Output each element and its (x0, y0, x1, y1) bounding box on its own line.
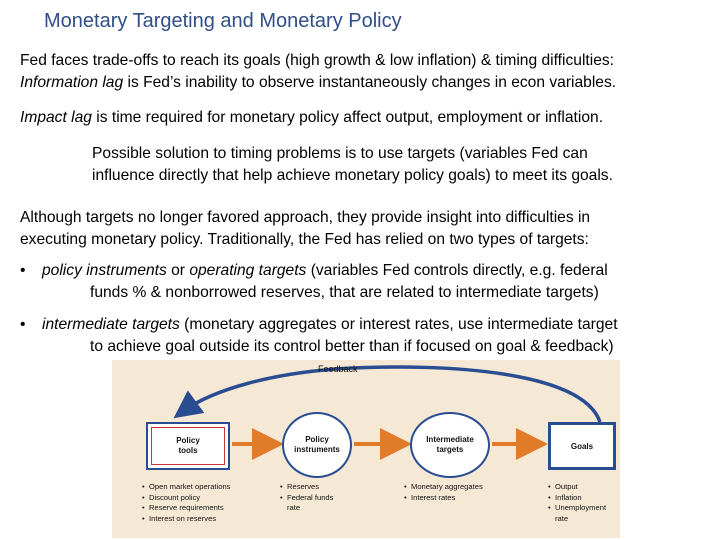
goals-box (548, 422, 616, 470)
goals-item: • Unemployment (548, 503, 607, 512)
targets-item: • Interest rates (404, 492, 456, 502)
targets-diagram (112, 360, 620, 538)
feedback-label: Feedback (318, 364, 358, 374)
tools-item: • Interest on reserves (142, 513, 217, 523)
bullet-dot: • (20, 316, 26, 333)
intermediate-targets-term: intermediate targets (42, 316, 180, 333)
tools-item: • Reserve requirements (142, 503, 224, 512)
bullet1-line1 (20, 260, 608, 282)
targets-list (404, 482, 483, 503)
tradeoffs-line2 (20, 72, 616, 94)
goals-item-text: Inflation (555, 492, 582, 502)
solution-line1: Possible solution to timing problems is to use targets (variables Fed can (92, 145, 588, 162)
paragraph-impact-lag (20, 107, 603, 129)
instruments-item: • Federal funds (280, 492, 334, 502)
instruments-list (280, 482, 333, 514)
targets-item-text: Interest rates (411, 492, 456, 502)
tools-item: • Discount policy (142, 492, 201, 502)
policy-instruments-term: policy instruments (42, 262, 167, 279)
goals-item-text: Output (555, 482, 578, 491)
tools-item-text: Discount policy (149, 492, 201, 502)
targets-item-text: Monetary aggregates (411, 482, 483, 491)
slide-title: Monetary Targeting and Monetary Policy (44, 10, 402, 32)
instruments-item-text: Federal funds (287, 492, 334, 502)
goals-item: • Inflation (548, 492, 582, 502)
impact-lag-def: is time required for monetary policy affect output, employment or inflation. (91, 109, 604, 126)
intermediate-targets-line2: targets (436, 445, 464, 454)
targets-intro-line1: Although targets no longer favored approach, they provide insight into difficulties in (20, 209, 591, 226)
bullet1-rest: (variables Fed controls directly, e.g. federal (306, 262, 608, 279)
policy-instruments-circle (282, 412, 352, 478)
solution-line2: influence directly that help achieve monetary policy goals) to meet its goals. (92, 167, 613, 184)
paragraph-solution (92, 143, 613, 187)
policy-tools-box (146, 422, 230, 470)
bullet-intermediate-targets (20, 314, 618, 358)
intermediate-targets-line1: Intermediate (426, 435, 474, 444)
targets-intro-line2: executing monetary policy. Traditionally, the Fed has relied on two types of targets: (20, 231, 589, 248)
paragraph-targets-intro (20, 207, 590, 251)
bullet1-line2: funds % & nonborrowed reserves, that are related to intermediate targets) (90, 284, 599, 301)
tools-item-text: Interest on reserves (149, 513, 217, 523)
bullet2-rest: (monetary aggregates or interest rates, use intermediate target (179, 316, 618, 333)
goals-label: Goals (570, 442, 594, 451)
instruments-item-text: Reserves (287, 482, 320, 491)
policy-tools-line2: tools (178, 446, 198, 455)
tools-item-text: Reserve requirements (149, 503, 224, 512)
tools-item: • Open market operations (142, 482, 231, 491)
paragraph-tradeoffs (20, 50, 616, 94)
bullet-policy-instruments (20, 260, 608, 304)
bullet-dot: • (20, 262, 26, 279)
impact-lag-term: Impact lag (20, 109, 92, 126)
goals-item: • Output (548, 482, 578, 491)
bullet2-line2: to achieve goal outside its control better than if focused on goal & feedback) (90, 338, 614, 355)
bullet2-line1 (20, 314, 618, 336)
tradeoffs-line1: Fed faces trade-offs to reach its goals (high growth & low inflation) & timing difficulties: (20, 52, 615, 69)
intermediate-targets-circle (410, 412, 490, 478)
feedback-arrow (182, 367, 600, 422)
goals-list (548, 482, 606, 524)
goals-item-text: Unemployment (555, 503, 607, 512)
information-lag-term: Information lag (20, 74, 124, 91)
tools-list (142, 482, 230, 524)
operating-targets-term: operating targets (189, 262, 307, 279)
instruments-item: • Reserves (280, 482, 320, 491)
bullet1-or: or (166, 262, 190, 279)
information-lag-def: is Fed’s inability to observe instantaneously changes in econ variables. (123, 74, 617, 91)
tools-item-text: Open market operations (149, 482, 231, 491)
policy-instruments-line2: instruments (294, 445, 340, 454)
policy-instruments-line1: Policy (305, 435, 329, 444)
instruments-item: rate (287, 503, 301, 512)
goals-item: rate (555, 513, 569, 523)
targets-item: • Monetary aggregates (404, 482, 483, 491)
policy-tools-line1: Policy (176, 436, 200, 445)
